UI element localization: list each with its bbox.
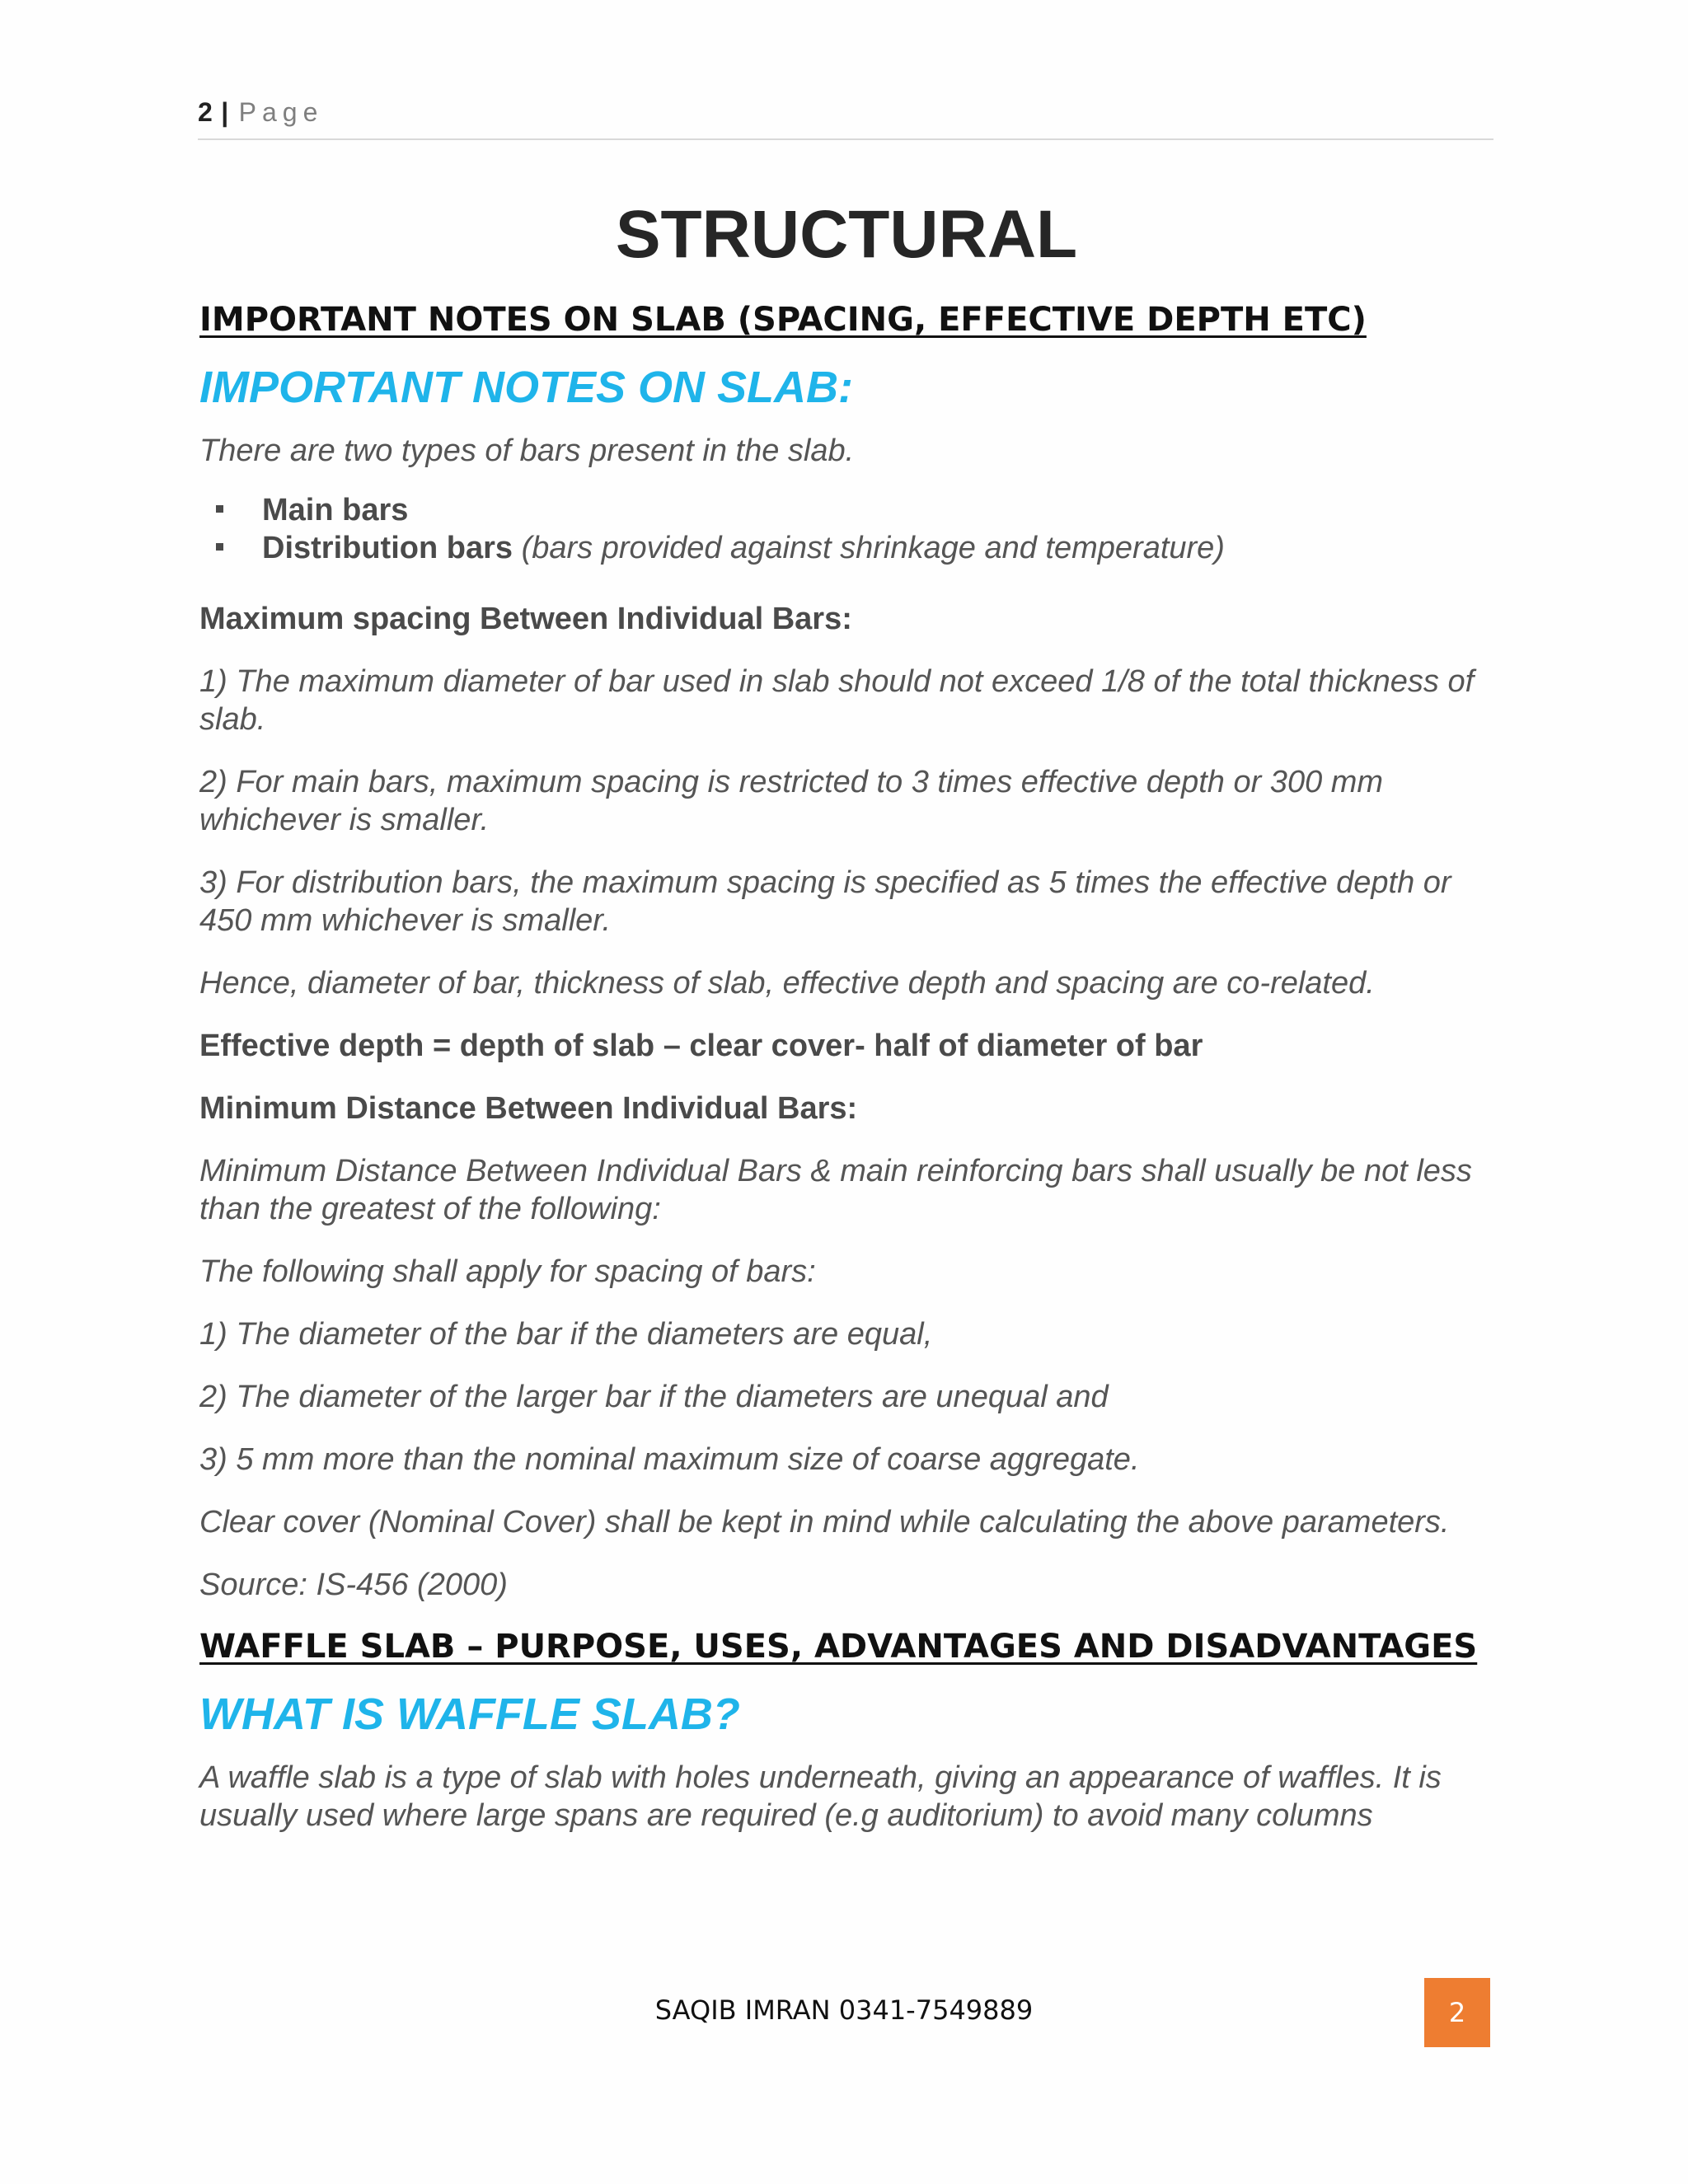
section2-subheading: WHAT IS WAFFLE SLAB?	[199, 1690, 740, 1739]
max-spacing-point-3: 3) For distribution bars, the maximum spacing is specified as 5 times the effective depth or 450 mm whichever is smaller.	[199, 865, 1451, 938]
apply-line: The following shall apply for spacing of bars:	[199, 1254, 816, 1289]
bullet-square-icon	[216, 505, 223, 513]
min-point-1: 1) The diameter of the bar if the diameters are equal,	[199, 1317, 933, 1352]
section1-heading: IMPORTANT NOTES ON SLAB (SPACING, EFFECTIVE DEPTH ETC)	[199, 301, 1367, 339]
footer-page-badge: 2	[1424, 1978, 1490, 2047]
intro-text: There are two types of bars present in the slab.	[199, 434, 855, 468]
min-distance-intro: Minimum Distance Between Individual Bars & main reinforcing bars shall usually be not less than the greatest of the following:	[199, 1154, 1472, 1226]
source-text: Source: IS-456 (2000)	[199, 1568, 508, 1602]
hence-text: Hence, diameter of bar, thickness of slab, effective depth and spacing are co-related.	[199, 966, 1375, 1001]
bullet-square-icon	[216, 543, 223, 551]
max-spacing-heading: Maximum spacing Between Individual Bars:	[199, 602, 852, 636]
bullet-main-label: Main bars	[262, 493, 409, 527]
section2-heading: WAFFLE SLAB – PURPOSE, USES, ADVANTAGES AND DISADVANTAGES	[199, 1628, 1478, 1666]
effective-depth-formula: Effective depth = depth of slab – clear cover- half of diameter of bar	[199, 1029, 1203, 1063]
min-point-2: 2) The diameter of the larger bar if the diameters are unequal and	[199, 1380, 1109, 1414]
header-page-word: Page	[238, 97, 324, 127]
waffle-slab-text: A waffle slab is a type of slab with holes underneath, giving an appearance of waffles. It is usually used where large spans are required (e.g auditorium) to avoid many columns	[199, 1760, 1442, 1833]
bullet-note: (bars provided against shrinkage and temperature)	[513, 531, 1225, 565]
bar-types-list	[199, 491, 1493, 567]
max-spacing-point-2: 2) For main bars, maximum spacing is restricted to 3 times effective depth or 300 mm whichever is smaller.	[199, 765, 1384, 837]
list-item	[199, 529, 1493, 567]
footer-author: SAQIB IMRAN 0341-7549889	[654, 1994, 1034, 2026]
page-title: STRUCTURAL	[615, 197, 1078, 272]
bullet-main-label: Distribution bars	[262, 531, 513, 565]
header-page-number: 2	[198, 97, 213, 127]
header-separator: |	[221, 97, 229, 127]
max-spacing-point-1: 1) The maximum diameter of bar used in slab should not exceed 1/8 of the total thickness of slab.	[199, 664, 1475, 737]
list-item	[199, 491, 1493, 529]
section1-subheading: IMPORTANT NOTES ON SLAB:	[199, 363, 853, 412]
min-point-3: 3) 5 mm more than the nominal maximum size of coarse aggregate.	[199, 1442, 1140, 1477]
page-header	[198, 97, 1493, 140]
min-distance-heading: Minimum Distance Between Individual Bars:	[199, 1091, 858, 1126]
page-content	[199, 190, 1493, 1835]
clear-cover-text: Clear cover (Nominal Cover) shall be kept in mind while calculating the above parameters.	[199, 1505, 1450, 1540]
